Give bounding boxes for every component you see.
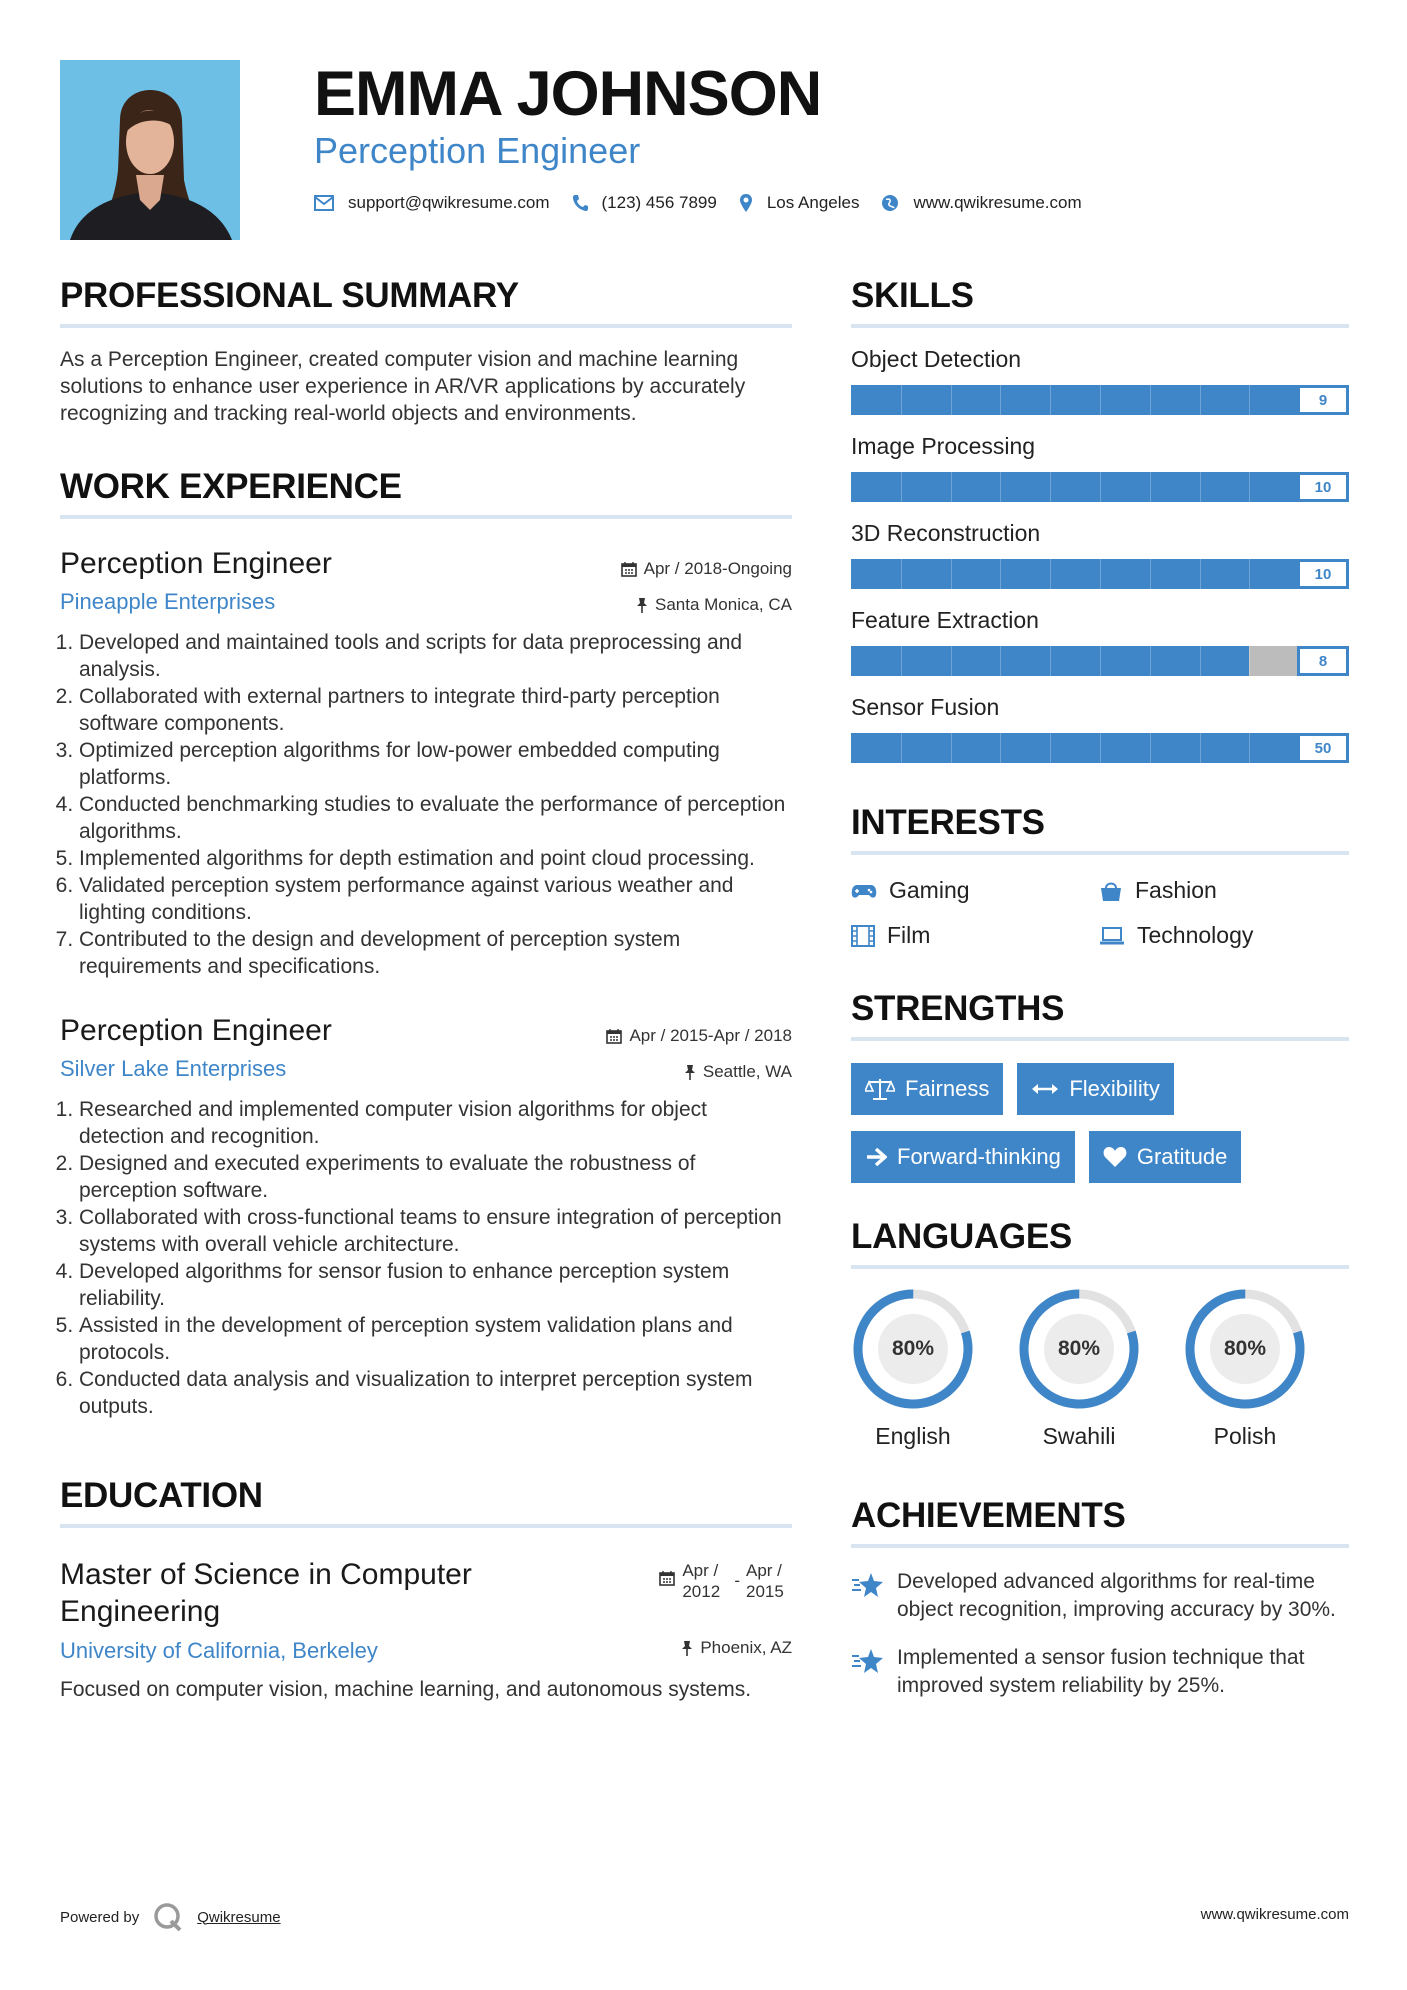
- job-dates: [621, 559, 792, 579]
- skill-bar-segment: [951, 646, 952, 676]
- pin-icon: [636, 597, 648, 613]
- achievement-text: Implemented a sensor fusion technique that improved system reliability by 25%.: [897, 1646, 1305, 1697]
- map-pin-icon: [739, 193, 753, 213]
- duty-item: 2. Designed and executed experiments to evaluate the robustness of perception software.: [79, 1150, 792, 1204]
- job-company: Pineapple Enterprises: [60, 589, 276, 614]
- skill-name: Feature Extraction: [851, 607, 1039, 633]
- duty-item: 5. Assisted in the development of perception system validation plans and protocols.: [79, 1312, 792, 1366]
- interest-label: Film: [887, 922, 931, 948]
- skill-bar-segment: [1000, 646, 1001, 676]
- skill-score: 8: [1297, 646, 1349, 676]
- globe-icon: [881, 194, 899, 212]
- balance-scale-icon: [865, 1077, 895, 1101]
- skill-bar-segment: [1249, 385, 1250, 415]
- education-description: Focused on computer vision, machine learning, and autonomous systems.: [60, 1678, 752, 1701]
- star-icon: [851, 1648, 885, 1676]
- skills-heading: SKILLS: [851, 276, 1349, 328]
- skill-bar-segment: [951, 472, 952, 502]
- skill-bar-segment: [901, 733, 902, 763]
- language-ring: [1183, 1287, 1307, 1411]
- skill-name: Object Detection: [851, 346, 1022, 372]
- skill-item: [851, 520, 1349, 589]
- right-column: [851, 276, 1349, 1700]
- skill-bar-segment: [1100, 559, 1101, 589]
- heart-icon: [1103, 1146, 1127, 1168]
- website-text: www.qwikresume.com: [913, 193, 1082, 212]
- language-percent: 80%: [891, 1337, 935, 1360]
- interest-item: [851, 922, 1099, 949]
- strength-chip: [1089, 1131, 1242, 1183]
- summary-heading: PROFESSIONAL SUMMARY: [60, 276, 792, 328]
- duty-item: 3. Collaborated with cross-functional teams to ensure integration of perception systems with overall vehicle architecture.: [79, 1204, 792, 1258]
- duty-item: 7. Contributed to the design and development of perception system requirements and specifications.: [79, 926, 792, 980]
- skill-bar: [851, 733, 1349, 763]
- achievement-text: Developed advanced algorithms for real-time object recognition, improving accuracy by 30%.: [897, 1570, 1336, 1621]
- contact-email[interactable]: [314, 193, 550, 213]
- contact-website[interactable]: [881, 193, 1081, 213]
- work-heading: WORK EXPERIENCE: [60, 467, 792, 519]
- calendar-icon: [621, 561, 637, 577]
- job-dates-text: Apr / 2015-Apr / 2018: [629, 1026, 792, 1045]
- strength-label: Flexibility: [1069, 1076, 1160, 1101]
- education-dates: Apr / 2012 - Apr / 2015: [659, 1560, 792, 1602]
- education-start: Apr / 2012: [682, 1561, 721, 1601]
- skill-bar-segment: [1050, 385, 1051, 415]
- candidate-title: Perception Engineer: [314, 130, 641, 171]
- education-heading: EDUCATION: [60, 1476, 792, 1528]
- duty-item: 1. Developed and maintained tools and scripts for data preprocessing and analysis.: [79, 629, 792, 683]
- skill-item: [851, 433, 1349, 502]
- skill-bar-segment: [951, 559, 952, 589]
- strength-label: Forward-thinking: [897, 1144, 1061, 1169]
- pin-icon: [684, 1064, 696, 1080]
- strength-chip: [851, 1063, 1003, 1115]
- duty-item: 4. Developed algorithms for sensor fusion to enhance perception system reliability.: [79, 1258, 792, 1312]
- achievement-item: [851, 1568, 1349, 1624]
- skill-bar-segment: [1050, 559, 1051, 589]
- strength-chip: [1017, 1063, 1173, 1115]
- skill-bar-segment: [1000, 385, 1001, 415]
- job-duties: [60, 1096, 792, 1420]
- skill-bar-segment: [1150, 646, 1151, 676]
- skill-bar-segment: [1200, 646, 1201, 676]
- interests-heading: INTERESTS: [851, 803, 1349, 855]
- interests-list: [851, 877, 1349, 949]
- gamepad-icon: [851, 882, 877, 900]
- language-item: [851, 1287, 1017, 1450]
- job-location: [606, 1062, 792, 1082]
- star-icon: [851, 1572, 885, 1600]
- envelope-icon: [314, 195, 334, 211]
- language-ring: [851, 1287, 975, 1411]
- skill-bar-fill: [851, 385, 1299, 415]
- job-title: Perception Engineer: [60, 547, 332, 580]
- achievements-heading: ACHIEVEMENTS: [851, 1496, 1349, 1548]
- pin-icon: [681, 1640, 693, 1656]
- film-icon: [851, 925, 875, 947]
- candidate-name: EMMA JOHNSON: [314, 59, 822, 129]
- skill-bar-segment: [901, 385, 902, 415]
- profile-photo: [60, 60, 240, 240]
- skill-bar-segment: [1150, 559, 1151, 589]
- interest-label: Gaming: [889, 877, 970, 903]
- language-name: English: [875, 1423, 951, 1449]
- skill-name: Image Processing: [851, 433, 1036, 459]
- duty-item: 4. Conducted benchmarking studies to evaluate the performance of perception algorithms.: [79, 791, 792, 845]
- language-item: [1017, 1287, 1183, 1450]
- skill-item: [851, 607, 1349, 676]
- contact-location: [739, 193, 860, 213]
- interest-label: Technology: [1137, 922, 1254, 948]
- calendar-icon: [606, 1028, 622, 1044]
- skill-bar-segment: [1000, 559, 1001, 589]
- strength-label: Fairness: [905, 1076, 990, 1101]
- languages-heading: LANGUAGES: [851, 1217, 1349, 1269]
- skill-score: 10: [1297, 472, 1349, 502]
- skill-item: [851, 694, 1349, 763]
- interest-item: [1099, 922, 1349, 949]
- skill-bar-segment: [1000, 733, 1001, 763]
- arrow-right-icon: [865, 1147, 887, 1167]
- skill-bar-segment: [1100, 385, 1101, 415]
- skill-bar-segment: [1200, 559, 1201, 589]
- strengths-heading: STRENGTHS: [851, 989, 1349, 1041]
- skill-item: [851, 346, 1349, 415]
- contact-bar: [314, 193, 1104, 213]
- left-column: [60, 276, 792, 1703]
- skill-bar-segment: [1249, 559, 1250, 589]
- education-location: [659, 1638, 792, 1658]
- interest-label: Fashion: [1135, 877, 1217, 903]
- skill-bar-segment: [951, 733, 952, 763]
- education-location-text: Phoenix, AZ: [700, 1638, 792, 1657]
- language-percent: 80%: [1057, 1337, 1101, 1360]
- education-end: Apr / 2015: [746, 1561, 784, 1601]
- duty-item: 6. Validated perception system performance against various weather and lighting conditions.: [79, 872, 792, 926]
- language-item: [1183, 1287, 1349, 1450]
- phone-text: (123) 456 7899: [601, 193, 717, 212]
- arrows-horizontal-icon: [1031, 1081, 1059, 1097]
- interest-item: [851, 877, 1099, 904]
- skill-bar-segment: [1150, 733, 1151, 763]
- job-company: Silver Lake Enterprises: [60, 1056, 287, 1081]
- skill-bar-segment: [1100, 472, 1101, 502]
- skill-bar-segment: [1100, 733, 1101, 763]
- skill-bar: [851, 385, 1349, 415]
- footer-powered: [60, 1902, 281, 1932]
- skill-bar-segment: [1100, 646, 1101, 676]
- skill-name: Sensor Fusion: [851, 694, 1000, 720]
- skill-score: 50: [1297, 733, 1349, 763]
- skill-bar-segment: [1150, 385, 1151, 415]
- language-name: Polish: [1213, 1423, 1277, 1449]
- skill-bar: [851, 559, 1349, 589]
- duty-item: 3. Optimized perception algorithms for low-power embedded computing platforms.: [79, 737, 792, 791]
- skill-bar: [851, 646, 1349, 676]
- duty-item: 6. Conducted data analysis and visualization to interpret perception system outputs.: [79, 1366, 792, 1420]
- skill-bar-segment: [1249, 472, 1250, 502]
- powered-by-text: Powered by: [60, 1908, 140, 1926]
- skill-bar-segment: [901, 559, 902, 589]
- skill-bar-segment: [1249, 733, 1250, 763]
- shopping-bag-icon: [1099, 880, 1123, 902]
- skill-name: 3D Reconstruction: [851, 520, 1041, 546]
- footer-url[interactable]: www.qwikresume.com: [1200, 1906, 1349, 1923]
- strengths-list: [851, 1063, 1349, 1183]
- interest-item: [1099, 877, 1349, 904]
- languages-list: [851, 1287, 1349, 1450]
- skills-list: [851, 346, 1349, 763]
- summary-text: As a Perception Engineer, created computer vision and machine learning solutions to enhance user experience in AR/VR applications by accurately recognizing and tracking real-world objects and environments.: [60, 348, 746, 425]
- skill-bar-segment: [951, 385, 952, 415]
- language-ring: [1017, 1287, 1141, 1411]
- job-location-text: Santa Monica, CA: [654, 595, 792, 614]
- job-dates: [606, 1026, 792, 1046]
- skill-bar-segment: [1050, 733, 1051, 763]
- strength-label: Gratitude: [1136, 1144, 1228, 1169]
- phone-icon: [572, 194, 588, 212]
- contact-phone[interactable]: [572, 193, 717, 213]
- skill-bar-segment: [1050, 472, 1051, 502]
- language-name: Swahili: [1042, 1423, 1116, 1449]
- skill-bar-segment: [1249, 646, 1250, 676]
- job-title: Perception Engineer: [60, 1014, 332, 1047]
- skill-bar-segment: [1050, 646, 1051, 676]
- email-text: support@qwikresume.com: [348, 193, 550, 212]
- school-name: University of California, Berkeley: [60, 1638, 378, 1663]
- location-text: Los Angeles: [766, 193, 860, 212]
- skill-bar-segment: [901, 472, 902, 502]
- skill-bar-segment: [1200, 472, 1201, 502]
- skill-bar-segment: [1200, 385, 1201, 415]
- calendar-icon: [659, 1570, 675, 1586]
- job-duties: [60, 629, 792, 980]
- duty-item: 1. Researched and implemented computer vision algorithms for object detection and recognition.: [79, 1096, 792, 1150]
- skill-bar: [851, 472, 1349, 502]
- laptop-icon: [1099, 926, 1125, 946]
- brand-link[interactable]: Qwikresume: [197, 1908, 281, 1926]
- education-entry: [60, 1556, 792, 1703]
- skill-bar-segment: [1200, 733, 1201, 763]
- job-location: [621, 595, 792, 615]
- qwikresume-logo-icon: [153, 1902, 183, 1932]
- duty-item: 2. Collaborated with external partners to integrate third-party perception software components.: [79, 683, 792, 737]
- language-percent: 80%: [1223, 1337, 1267, 1360]
- job-location-text: Seattle, WA: [702, 1062, 792, 1081]
- job-entry: [60, 1014, 792, 1420]
- achievement-item: [851, 1644, 1349, 1700]
- skill-score: 9: [1297, 385, 1349, 415]
- strength-chip: [851, 1131, 1075, 1183]
- skill-bar-segment: [1000, 472, 1001, 502]
- job-dates-text: Apr / 2018-Ongoing: [643, 559, 792, 578]
- skill-bar-segment: [901, 646, 902, 676]
- duty-item: 5. Implemented algorithms for depth estimation and point cloud processing.: [79, 845, 792, 872]
- degree-title: Master of Science in Computer Engineering: [60, 1558, 472, 1628]
- skill-score: 10: [1297, 559, 1349, 589]
- job-entry: [60, 547, 792, 980]
- skill-bar-segment: [1150, 472, 1151, 502]
